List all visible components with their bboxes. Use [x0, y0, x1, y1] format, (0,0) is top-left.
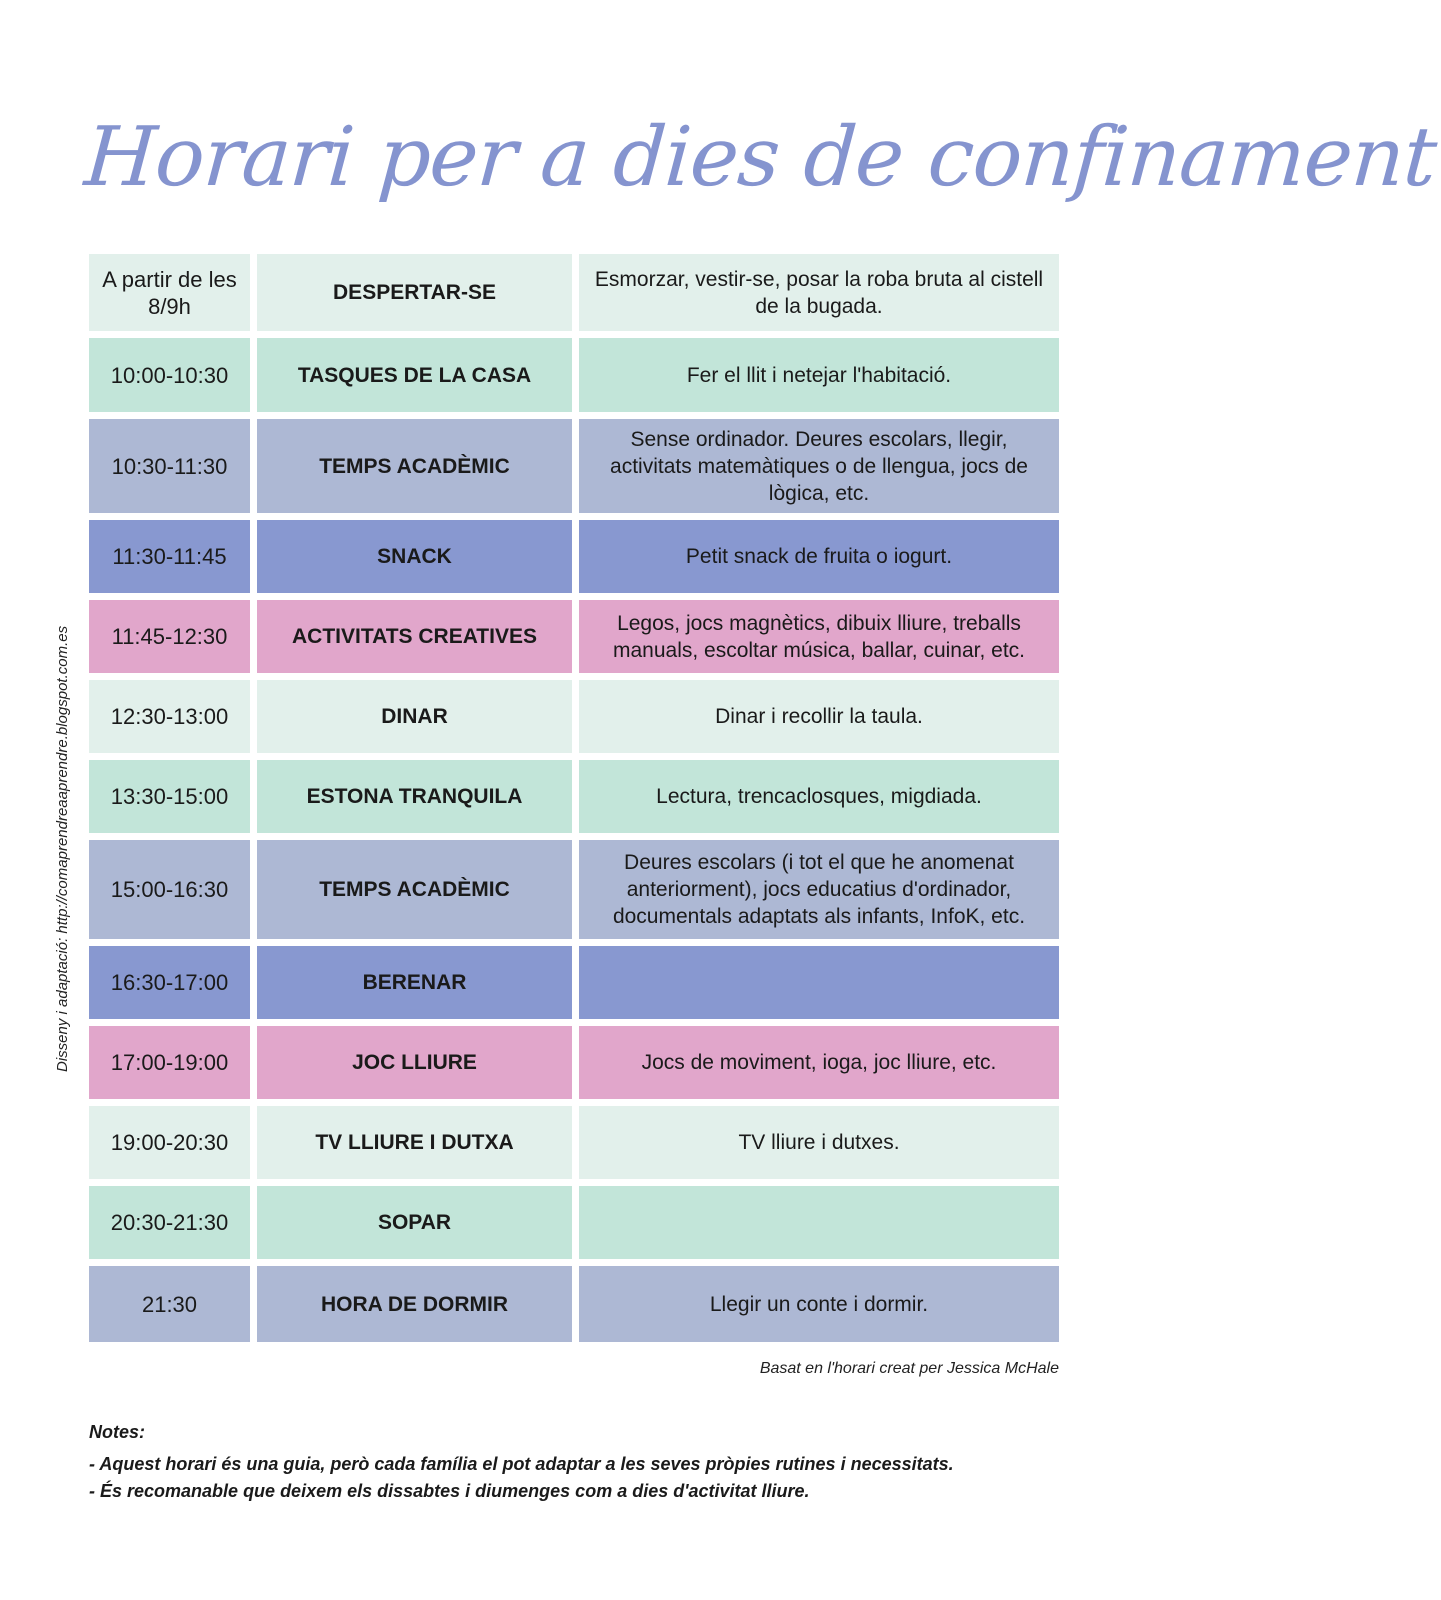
- activity-cell: HORA DE DORMIR: [257, 1266, 572, 1342]
- description-cell: TV lliure i dutxes.: [579, 1106, 1059, 1179]
- activity-cell: DINAR: [257, 680, 572, 753]
- schedule-row: [89, 760, 1059, 833]
- activity-cell: JOC LLIURE: [257, 1026, 572, 1099]
- schedule-row: [89, 254, 1059, 331]
- activity-cell: ACTIVITATS CREATIVES: [257, 600, 572, 673]
- description-cell: Deures escolars (i tot el que he anomenat anteriorment), jocs educatius d'ordinador, documentals adaptats als infants, InfoK, etc.: [579, 840, 1059, 939]
- description-cell: Legos, jocs magnètics, dibuix lliure, treballs manuals, escoltar música, ballar, cuinar, etc.: [579, 600, 1059, 673]
- description-cell: Fer el llit i netejar l'habitació.: [579, 338, 1059, 412]
- time-cell: 17:00-19:00: [89, 1026, 250, 1099]
- schedule-row: [89, 600, 1059, 673]
- description-cell: Dinar i recollir la taula.: [579, 680, 1059, 753]
- time-cell: A partir de les 8/9h: [89, 254, 250, 331]
- schedule-row: [89, 1186, 1059, 1259]
- note-line: - Aquest horari és una guia, però cada família el pot adaptar a les seves pròpies rutines i necessitats.: [89, 1454, 954, 1474]
- description-cell: Petit snack de fruita o iogurt.: [579, 520, 1059, 593]
- time-cell: 13:30-15:00: [89, 760, 250, 833]
- description-cell: [579, 946, 1059, 1019]
- description-cell: Llegir un conte i dormir.: [579, 1266, 1059, 1342]
- page-title: Horari per a dies de confinament: [81, 110, 1439, 205]
- note-line: - És recomanable que deixem els dissabtes i diumenges com a dies d'activitat lliure.: [89, 1481, 810, 1501]
- schedule-row: [89, 338, 1059, 412]
- activity-cell: SNACK: [257, 520, 572, 593]
- activity-cell: TV LLIURE I DUTXA: [257, 1106, 572, 1179]
- time-cell: 19:00-20:30: [89, 1106, 250, 1179]
- schedule-row: [89, 1106, 1059, 1179]
- time-cell: 10:00-10:30: [89, 338, 250, 412]
- description-cell: Jocs de moviment, ioga, joc lliure, etc.: [579, 1026, 1059, 1099]
- footer-credit: Basat en l'horari creat per Jessica McHale: [759, 1360, 1059, 1377]
- schedule-row: [89, 419, 1059, 513]
- time-cell: 10:30-11:30: [89, 419, 250, 513]
- time-cell: 15:00-16:30: [89, 840, 250, 939]
- schedule-row: [89, 1026, 1059, 1099]
- time-cell: 21:30: [89, 1266, 250, 1342]
- notes-section: [89, 1422, 1069, 1505]
- time-cell: 11:30-11:45: [89, 520, 250, 593]
- activity-cell: TEMPS ACADÈMIC: [257, 419, 572, 513]
- schedule-row: [89, 946, 1059, 1019]
- time-cell: 20:30-21:30: [89, 1186, 250, 1259]
- description-cell: Lectura, trencaclosques, migdiada.: [579, 760, 1059, 833]
- activity-cell: ESTONA TRANQUILA: [257, 760, 572, 833]
- activity-cell: TEMPS ACADÈMIC: [257, 840, 572, 939]
- activity-cell: TASQUES DE LA CASA: [257, 338, 572, 412]
- schedule-row: [89, 840, 1059, 939]
- schedule-row: [89, 520, 1059, 593]
- side-credit: Disseny i adaptació: http://comaprendreaaprendre.blogspot.com.es: [54, 625, 71, 1072]
- notes-title: Notes:: [89, 1422, 146, 1442]
- activity-cell: DESPERTAR-SE: [257, 254, 572, 331]
- description-cell: [579, 1186, 1059, 1259]
- schedule-row: [89, 1266, 1059, 1342]
- time-cell: 12:30-13:00: [89, 680, 250, 753]
- activity-cell: SOPAR: [257, 1186, 572, 1259]
- description-cell: Esmorzar, vestir-se, posar la roba bruta al cistell de la bugada.: [579, 254, 1059, 331]
- time-cell: 16:30-17:00: [89, 946, 250, 1019]
- activity-cell: BERENAR: [257, 946, 572, 1019]
- schedule-row: [89, 680, 1059, 753]
- description-cell: Sense ordinador. Deures escolars, llegir, activitats matemàtiques o de llengua, jocs de lògica, etc.: [579, 419, 1059, 513]
- time-cell: 11:45-12:30: [89, 600, 250, 673]
- schedule-table: [89, 254, 1059, 1349]
